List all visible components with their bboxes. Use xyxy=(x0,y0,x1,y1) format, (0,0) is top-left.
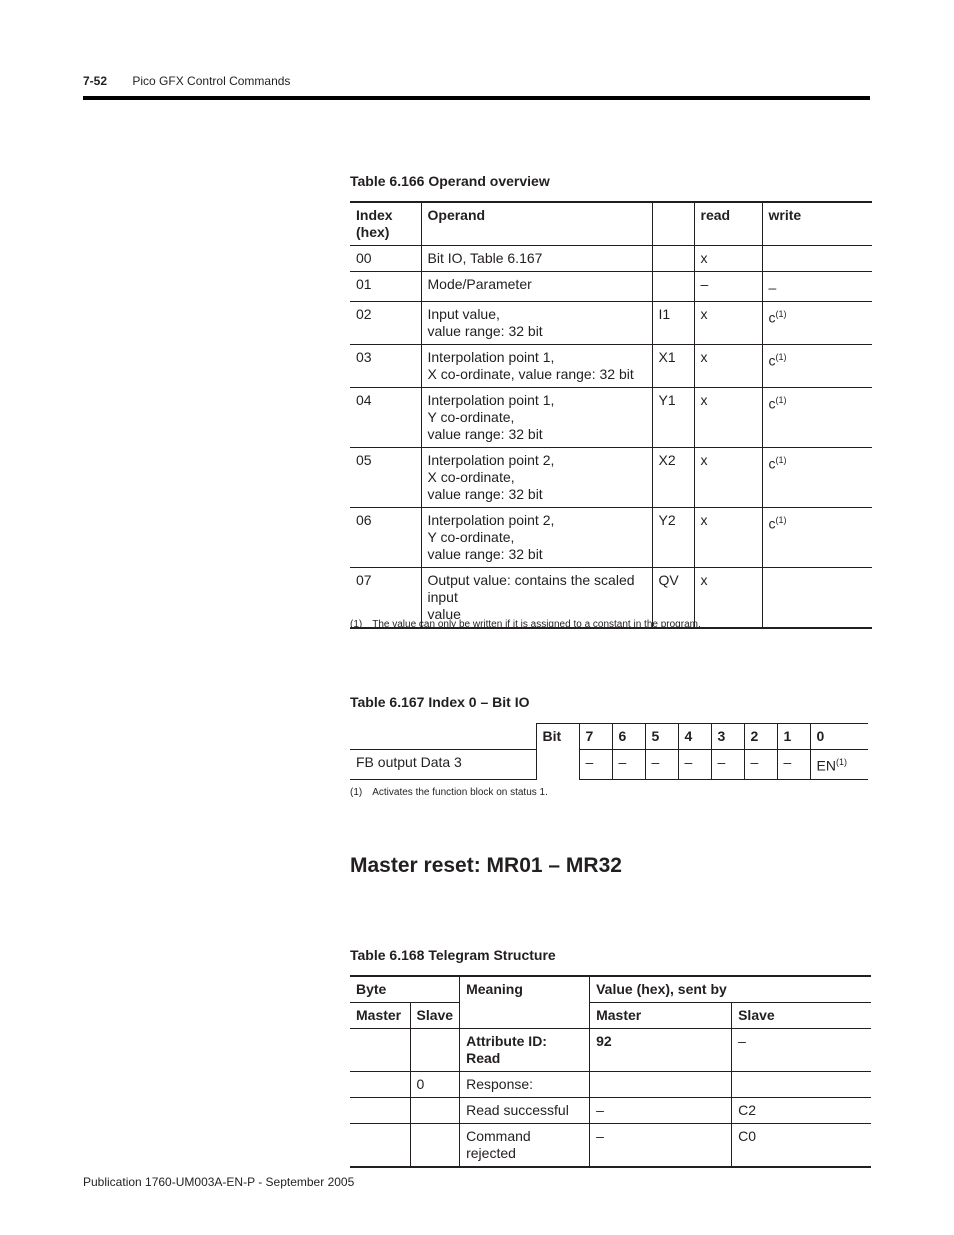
section-title: Pico GFX Control Commands xyxy=(132,74,291,88)
bit-3: 3 xyxy=(711,724,744,750)
value-slave-cell: C0 xyxy=(732,1124,871,1168)
table2-footnote: (1) Activates the function block on status 1. xyxy=(350,787,548,798)
header-value: Value (hex), sent by xyxy=(590,976,871,1003)
table-row xyxy=(350,1098,871,1124)
header-byte: Byte xyxy=(350,976,460,1003)
byte-slave-cell xyxy=(410,1029,460,1072)
byte-slave-cell xyxy=(410,1098,460,1124)
header-operand: Operand xyxy=(421,202,652,246)
read-cell: x xyxy=(694,387,762,447)
bit-label: Bit xyxy=(536,724,579,780)
telegram-structure-table xyxy=(350,975,871,1168)
table-row xyxy=(350,301,872,344)
write-cell: $c^{(1)}$ xyxy=(762,507,872,567)
running-header xyxy=(83,74,290,88)
table-row xyxy=(350,344,872,387)
header-meaning: Meaning xyxy=(460,976,590,1029)
bit-5-value: – xyxy=(645,750,678,780)
index-cell: 04 xyxy=(356,391,372,408)
header-byte-slave: Slave xyxy=(410,1003,460,1029)
bit-header-row xyxy=(350,724,868,750)
bit-7: 7 xyxy=(579,724,612,750)
read-cell: x xyxy=(694,447,762,507)
bit-0-value: EN$^{(1)}$ xyxy=(810,750,868,780)
value-master-cell: – xyxy=(590,1124,732,1168)
symbol-cell xyxy=(652,246,694,272)
blank-cell xyxy=(350,724,536,750)
meaning-cell: Attribute ID: Read xyxy=(460,1029,590,1072)
bit-3-value: – xyxy=(711,750,744,780)
bit-2: 2 xyxy=(744,724,777,750)
page-number: 7-52 xyxy=(83,74,108,88)
bit-6-value: – xyxy=(612,750,645,780)
index-cell: 01 xyxy=(356,276,372,292)
telegram-header-row-2 xyxy=(350,1003,871,1029)
read-cell: x xyxy=(694,246,762,272)
section-heading: Master reset: MR01 – MR32 xyxy=(350,854,622,877)
table-row xyxy=(350,387,872,447)
bit-2-value: – xyxy=(744,750,777,780)
byte-master-cell xyxy=(350,1098,410,1124)
bit-1: 1 xyxy=(777,724,810,750)
value-slave-cell: – xyxy=(732,1029,871,1072)
header-value-slave: Slave xyxy=(732,1003,871,1029)
table-header-row xyxy=(350,202,872,246)
header-read: read xyxy=(694,202,762,246)
operand-cell: Input value, value range: 32 bit xyxy=(421,301,652,344)
value-slave-cell xyxy=(732,1072,871,1098)
operand-overview-table xyxy=(350,201,872,629)
symbol-cell: I1 xyxy=(652,301,694,344)
write-cell xyxy=(762,567,872,628)
page-footer: Publication 1760-UM003A-EN-P - September 2005 xyxy=(83,1175,355,1189)
header-rule xyxy=(83,96,870,100)
bit-0: 0 xyxy=(810,724,868,750)
write-cell: $c^{(1)}$ xyxy=(762,447,872,507)
value-master-cell: 92 xyxy=(590,1029,732,1072)
header-write: write xyxy=(762,202,872,246)
operand-cell: Mode/Parameter xyxy=(421,272,652,302)
write-cell: $c^{(1)}$ xyxy=(762,301,872,344)
byte-master-cell xyxy=(350,1029,410,1072)
read-cell: x xyxy=(694,507,762,567)
bit-value-row xyxy=(350,750,868,780)
read-cell: x xyxy=(694,344,762,387)
index-cell: 05 xyxy=(356,451,372,468)
byte-master-cell xyxy=(350,1124,410,1168)
write-cell: $c^{(1)}$ xyxy=(762,344,872,387)
telegram-rows xyxy=(350,1029,871,1168)
write-cell: – xyxy=(762,272,872,302)
bit-4: 4 xyxy=(678,724,711,750)
meaning-cell: Command rejected xyxy=(460,1124,590,1168)
symbol-cell: X2 xyxy=(652,447,694,507)
table-row xyxy=(350,447,872,507)
operand-cell: Bit IO, Table 6.167 xyxy=(421,246,652,272)
header-index: Index (hex) xyxy=(356,207,393,240)
operand-cell: Interpolation point 1, X co-ordinate, value range: 32 bit xyxy=(421,344,652,387)
header-byte-master: Master xyxy=(350,1003,410,1029)
read-cell: – xyxy=(694,272,762,302)
table-row xyxy=(350,246,872,272)
operand-cell: Interpolation point 2, Y co-ordinate, value range: 32 bit xyxy=(421,507,652,567)
byte-slave-cell xyxy=(410,1124,460,1168)
read-cell: x xyxy=(694,567,762,628)
index-cell: 02 xyxy=(356,305,372,322)
bit-1-value: – xyxy=(777,750,810,780)
header-value-master: Master xyxy=(590,1003,732,1029)
index-cell: 06 xyxy=(356,511,372,528)
index-cell: 07 xyxy=(356,571,372,588)
table3-caption: Table 6.168 Telegram Structure xyxy=(350,947,556,963)
table1-footnote: (1) The value can only be written if it is assigned to a constant in the program. xyxy=(350,619,701,630)
operand-rows xyxy=(350,246,872,628)
byte-master-cell xyxy=(350,1072,410,1098)
write-cell xyxy=(762,246,872,272)
meaning-cell: Read successful xyxy=(460,1098,590,1124)
bit-5: 5 xyxy=(645,724,678,750)
index-cell: 00 xyxy=(356,250,372,266)
symbol-cell: X1 xyxy=(652,344,694,387)
table2-caption: Table 6.167 Index 0 – Bit IO xyxy=(350,694,530,710)
bit-7-value: – xyxy=(579,750,612,780)
value-slave-cell: C2 xyxy=(732,1098,871,1124)
table-row xyxy=(350,1072,871,1098)
bit-6: 6 xyxy=(612,724,645,750)
bit-4-value: – xyxy=(678,750,711,780)
byte-slave-cell: 0 xyxy=(410,1072,460,1098)
table-row xyxy=(350,272,872,302)
telegram-header-row-1 xyxy=(350,976,871,1003)
read-cell: x xyxy=(694,301,762,344)
operand-cell: Output value: contains the scaled input value xyxy=(421,567,652,628)
header-blank xyxy=(652,202,694,246)
table-row xyxy=(350,1124,871,1168)
row-label: FB output Data 3 xyxy=(350,750,536,780)
operand-cell: Interpolation point 1, Y co-ordinate, value range: 32 bit xyxy=(421,387,652,447)
symbol-cell: Y1 xyxy=(652,387,694,447)
operand-cell: Interpolation point 2, X co-ordinate, value range: 32 bit xyxy=(421,447,652,507)
symbol-cell: Y2 xyxy=(652,507,694,567)
meaning-cell: Response: xyxy=(460,1072,590,1098)
value-master-cell xyxy=(590,1072,732,1098)
symbol-cell: QV xyxy=(652,567,694,628)
value-master-cell: – xyxy=(590,1098,732,1124)
index-cell: 03 xyxy=(356,348,372,365)
symbol-cell xyxy=(652,272,694,302)
bit-io-table xyxy=(350,723,868,780)
table-row xyxy=(350,1029,871,1072)
table-row xyxy=(350,507,872,567)
write-cell: $c^{(1)}$ xyxy=(762,387,872,447)
table1-caption: Table 6.166 Operand overview xyxy=(350,173,550,189)
